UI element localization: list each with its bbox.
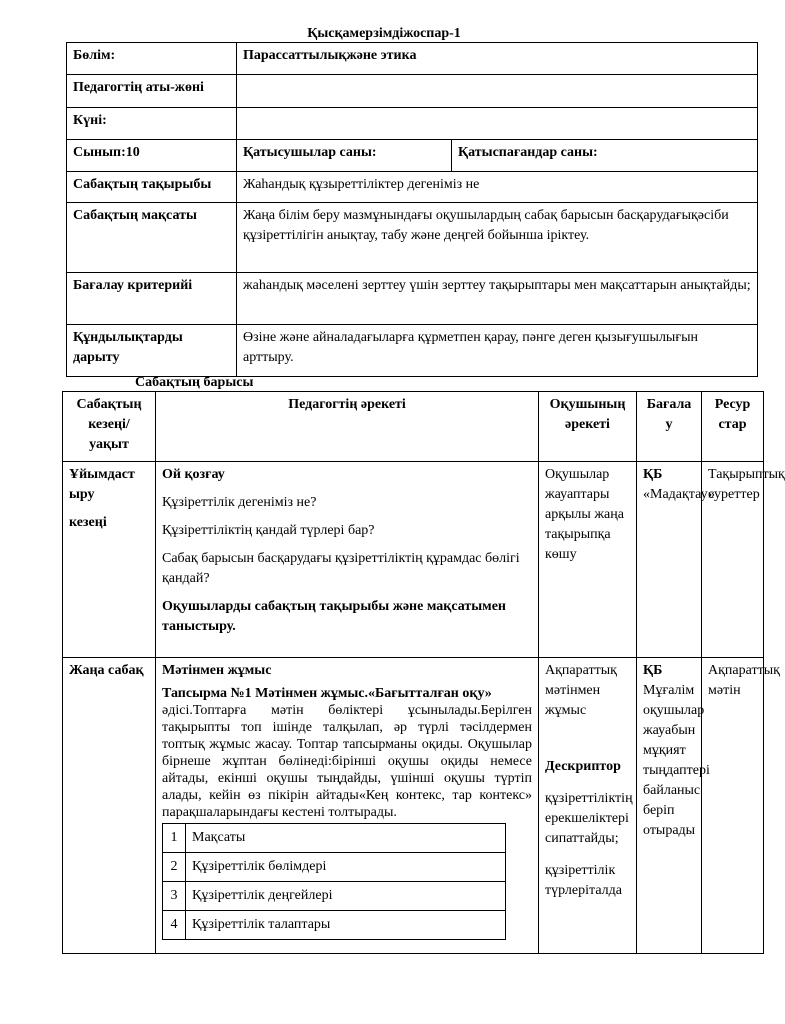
row1-resources: Тақырыптық суреттер bbox=[702, 462, 764, 658]
date-label: Күні: bbox=[67, 108, 237, 140]
row2-assessment-a: ҚБ bbox=[643, 663, 663, 678]
row1-student: Оқушылар жауаптары арқылы жаңа тақырыпқа көшу bbox=[539, 462, 637, 658]
row1-stage-b: кезеңі bbox=[69, 515, 107, 530]
task-item-number: 3 bbox=[163, 882, 186, 911]
row1-stage-a: Ұйымдаст ыру bbox=[69, 467, 135, 502]
row1-question-1: Құзіреттілік дегеніміз не? bbox=[162, 495, 317, 510]
task-item-text: Мақсаты bbox=[186, 824, 506, 853]
row1-question-2: Құзіреттіліктің қандай түрлері бар? bbox=[162, 523, 375, 538]
row2-student-c: құзіреттілік түрлеріталда bbox=[545, 863, 622, 898]
header-assessment: Бағала у bbox=[637, 392, 702, 462]
present-label: Қатысушылар саны: bbox=[237, 140, 452, 172]
row2-student-a: Ақпараттық мәтінмен жұмыс bbox=[545, 663, 617, 718]
values-label: Құндылықтарды дарыту bbox=[67, 325, 237, 377]
row1-stage bbox=[63, 462, 156, 658]
section-label: Бөлім: bbox=[67, 43, 237, 75]
row1-assessment bbox=[637, 462, 715, 658]
task-item-text: Құзіреттілік деңгейлері bbox=[186, 882, 506, 911]
section-value: Парассаттылықжәне этика bbox=[237, 43, 758, 75]
row2-teacher-title: Мәтінмен жұмыс bbox=[162, 663, 272, 678]
page-title: Қысқамерзімдіжоспар-1 bbox=[307, 26, 461, 41]
task-item-row bbox=[163, 911, 506, 940]
plan-info-table bbox=[66, 42, 758, 377]
task-item-text: Құзіреттілік талаптары bbox=[186, 911, 506, 940]
task-item-row bbox=[163, 824, 506, 853]
header-student: Оқушының әрекеті bbox=[539, 392, 637, 462]
row1-question-3: Сабақ барысын басқарудағы құзіреттіліктің құрамдас бөлігі қандай? bbox=[162, 551, 520, 586]
task-item-number: 1 bbox=[163, 824, 186, 853]
header-teacher: Педагогтің әрекеті bbox=[156, 392, 539, 462]
row2-assessment-b: Мұғалім оқушылар жауабын мұқият тыңдаптері байланыс беріп отырады bbox=[643, 683, 710, 838]
row1-teacher-title: Ой қозғау bbox=[162, 467, 225, 482]
absent-label: Қатыспағандар саны: bbox=[452, 140, 758, 172]
row2-student-b: құзіреттіліктің ерекшеліктері сипаттайды; bbox=[545, 791, 633, 846]
row2-stage: Жаңа сабақ bbox=[63, 658, 156, 954]
progress-title: Сабақтың барысы bbox=[135, 375, 254, 390]
row2-teacher bbox=[156, 658, 539, 954]
task-item-row bbox=[163, 882, 506, 911]
task-item-row bbox=[163, 853, 506, 882]
row2-task-text: әдісі.Топтарға мәтін бөліктері ұсынылады.Берілген тақырыпты топ ішінде талқылап, әр түрлі тәсілдермен топтық жұмыс жасау. Топтар тапсырманы оқиды. Оқушылар бірнеше жұптан бөлінеді:бірінші оқушы оқиды немесе айтады, екінші оқушы тыңдайды, үшінші оқушы түртіп алады, кейін өз пікірін айтады«Кең контекс, тар контекс» парақшаларындағы кестені толтырады. bbox=[162, 703, 532, 820]
header-stage: Сабақтың кезеңі/ уақыт bbox=[63, 392, 156, 462]
goal-value: Жаңа білім беру мазмұнындағы оқушылардың сабақ барысын басқарудағықәсіби құзіреттілігін анықтау, табу және деңгей бойынша іріктеу. bbox=[237, 203, 758, 273]
row2-task-title: Тапсырма №1 Мәтінмен жұмыс.«Бағытталған оқу» bbox=[162, 686, 492, 701]
task-item-number: 4 bbox=[163, 911, 186, 940]
task-item-text: Құзіреттілік бөлімдері bbox=[186, 853, 506, 882]
topic-value: Жаһандық құзыреттіліктер дегеніміз не bbox=[237, 172, 758, 203]
row2-descriptor: Дескриптор bbox=[545, 759, 621, 774]
criteria-label: Бағалау критерийі bbox=[67, 273, 237, 325]
criteria-value: жаһандық мәселені зерттеу үшін зерттеу тақырыптары мен мақсаттарын анықтайды; bbox=[237, 273, 758, 325]
values-value: Өзіне және айналадағыларға құрметпен қарау, пәнге деген қызығушылығын арттыру. bbox=[237, 325, 758, 377]
topic-label: Сабақтың тақырыбы bbox=[67, 172, 237, 203]
row1-teacher bbox=[156, 462, 539, 658]
row1-assessment-a: ҚБ bbox=[643, 467, 663, 482]
row1-assessment-b: «Мадақтау» bbox=[643, 487, 715, 502]
teacher-label: Педагогтің аты-жөні bbox=[67, 75, 237, 108]
date-value bbox=[237, 108, 758, 140]
goal-label: Сабақтың мақсаты bbox=[67, 203, 237, 273]
teacher-value bbox=[237, 75, 758, 108]
row1-intro: Оқушыларды сабақтың тақырыбы және мақсатымен таныстыру. bbox=[162, 599, 506, 634]
lesson-progress-table bbox=[62, 391, 785, 954]
grade-label: Сынып:10 bbox=[67, 140, 237, 172]
header-resources: Ресур стар bbox=[702, 392, 764, 462]
task-items-table bbox=[162, 823, 506, 940]
row2-assessment bbox=[637, 658, 710, 954]
row2-resources: Ақпараттық мәтін bbox=[702, 658, 764, 954]
task-item-number: 2 bbox=[163, 853, 186, 882]
row2-student bbox=[539, 658, 637, 954]
